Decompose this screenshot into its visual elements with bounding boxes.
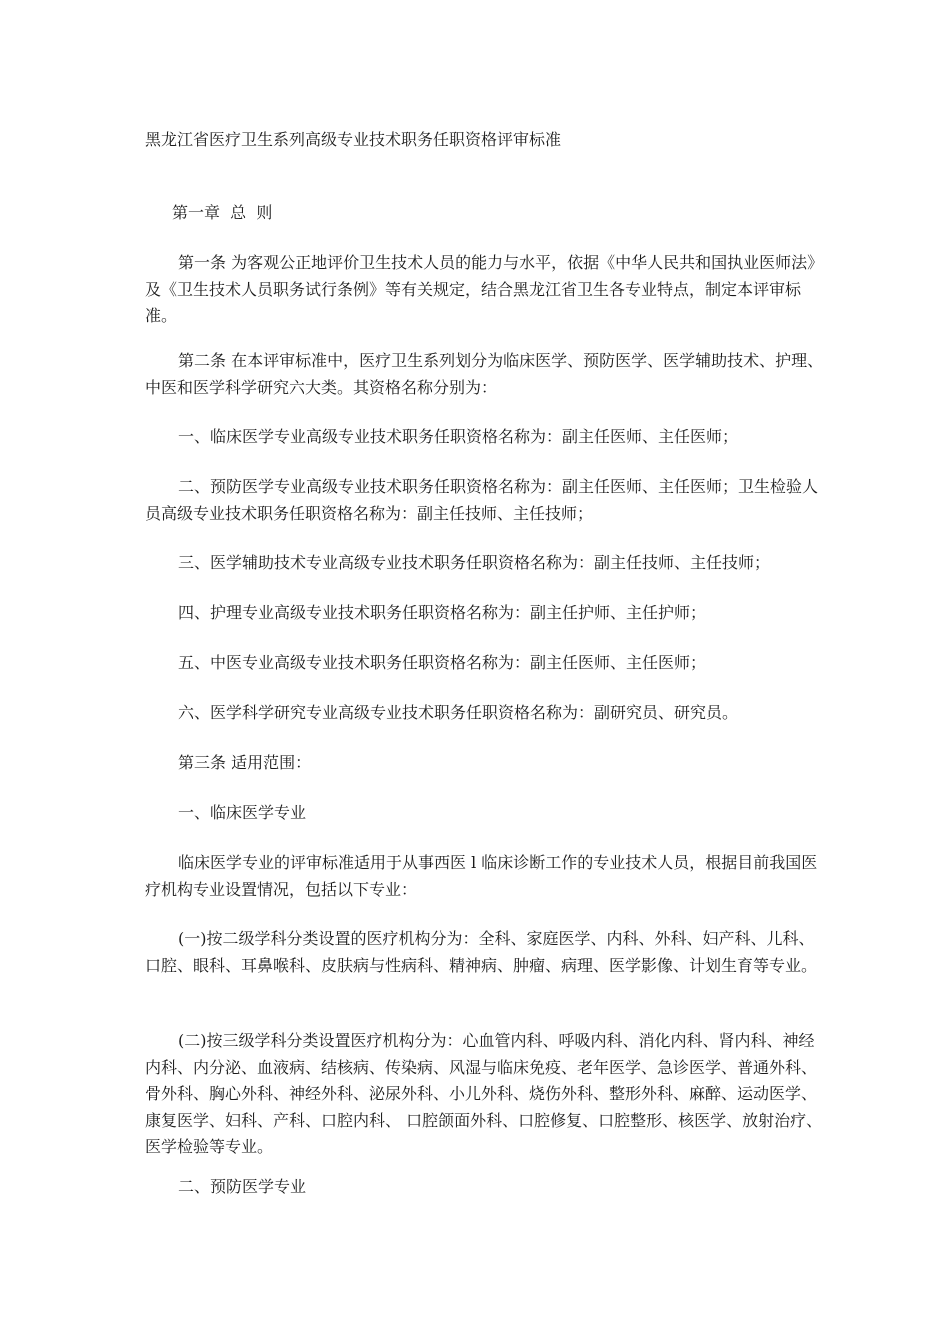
article-2-paragraph: 第二条 在本评审标准中，医疗卫生系列划分为临床医学、预防医学、医学辅助技术、护理、中医和医学科学研究六大类。其资格名称分别为： bbox=[145, 351, 824, 397]
qualification-item-6: 六、医学科学研究专业高级专业技术职务任职资格名称为：副研究员、研究员。 bbox=[178, 703, 739, 722]
qualification-item-4: 四、护理专业高级专业技术职务任职资格名称为：副主任护师、主任护师； bbox=[178, 603, 707, 622]
section-heading-clinical: 一、临床医学专业 bbox=[178, 803, 307, 822]
article-3-paragraph: 第三条 适用范围： bbox=[178, 753, 312, 772]
document-title: 黑龙江省医疗卫生系列高级专业技术职务任职资格评审标准 bbox=[145, 130, 562, 149]
clinical-tertiary-list: (二)按三级学科分类设置医疗机构分为：心血管内科、呼吸内科、消化内科、肾内科、神经内科、内分泌、血液病、结核病、传染病、风湿与临床免疫、老年医学、急诊医学、普通外科、骨外科、胸心外科、神经外科、泌尿外科、小儿外科、烧伤外科、整形外科、麻醉、运动医学、康复医学、妇科、产科、口腔内科、 口腔颌面外科、口腔修复、口腔整形、核医学、放射治疗、医学检验等专业。 bbox=[145, 1031, 823, 1156]
clinical-secondary-list: (一)按二级学科分类设置的医疗机构分为：全科、家庭医学、内科、外科、妇产科、儿科、口腔、眼科、耳鼻喉科、皮肤病与性病科、精神病、肿瘤、病理、医学影像、计划生育等专业。 bbox=[145, 929, 818, 975]
qualification-item-5: 五、中医专业高级专业技术职务任职资格名称为：副主任医师、主任医师； bbox=[178, 653, 707, 672]
section-heading-preventive: 二、预防医学专业 bbox=[178, 1177, 307, 1196]
qualification-item-1: 一、临床医学专业高级专业技术职务任职资格名称为：副主任医师、主任医师； bbox=[178, 427, 739, 446]
clinical-scope-paragraph: 临床医学专业的评审标准适用于从事西医 l 临床诊断工作的专业技术人员，根据目前我国医疗机构专业设置情况，包括以下专业： bbox=[145, 853, 818, 899]
qualification-item-3: 三、医学辅助技术专业高级专业技术职务任职资格名称为：副主任技师、主任技师； bbox=[178, 553, 771, 572]
chapter-heading: 第一章 总 则 bbox=[172, 203, 273, 222]
article-1-paragraph: 第一条 为客观公正地评价卫生技术人员的能力与水平，依据《中华人民共和国执业医师法》及《卫生技术人员职务试行条例》等有关规定，结合黑龙江省卫生各专业特点，制定本评审标准。 bbox=[145, 253, 824, 325]
qualification-item-2: 二、预防医学专业高级专业技术职务任职资格名称为：副主任医师、主任医师；卫生检验人员高级专业技术职务任职资格名称为：副主任技师、主任技师； bbox=[145, 477, 819, 523]
